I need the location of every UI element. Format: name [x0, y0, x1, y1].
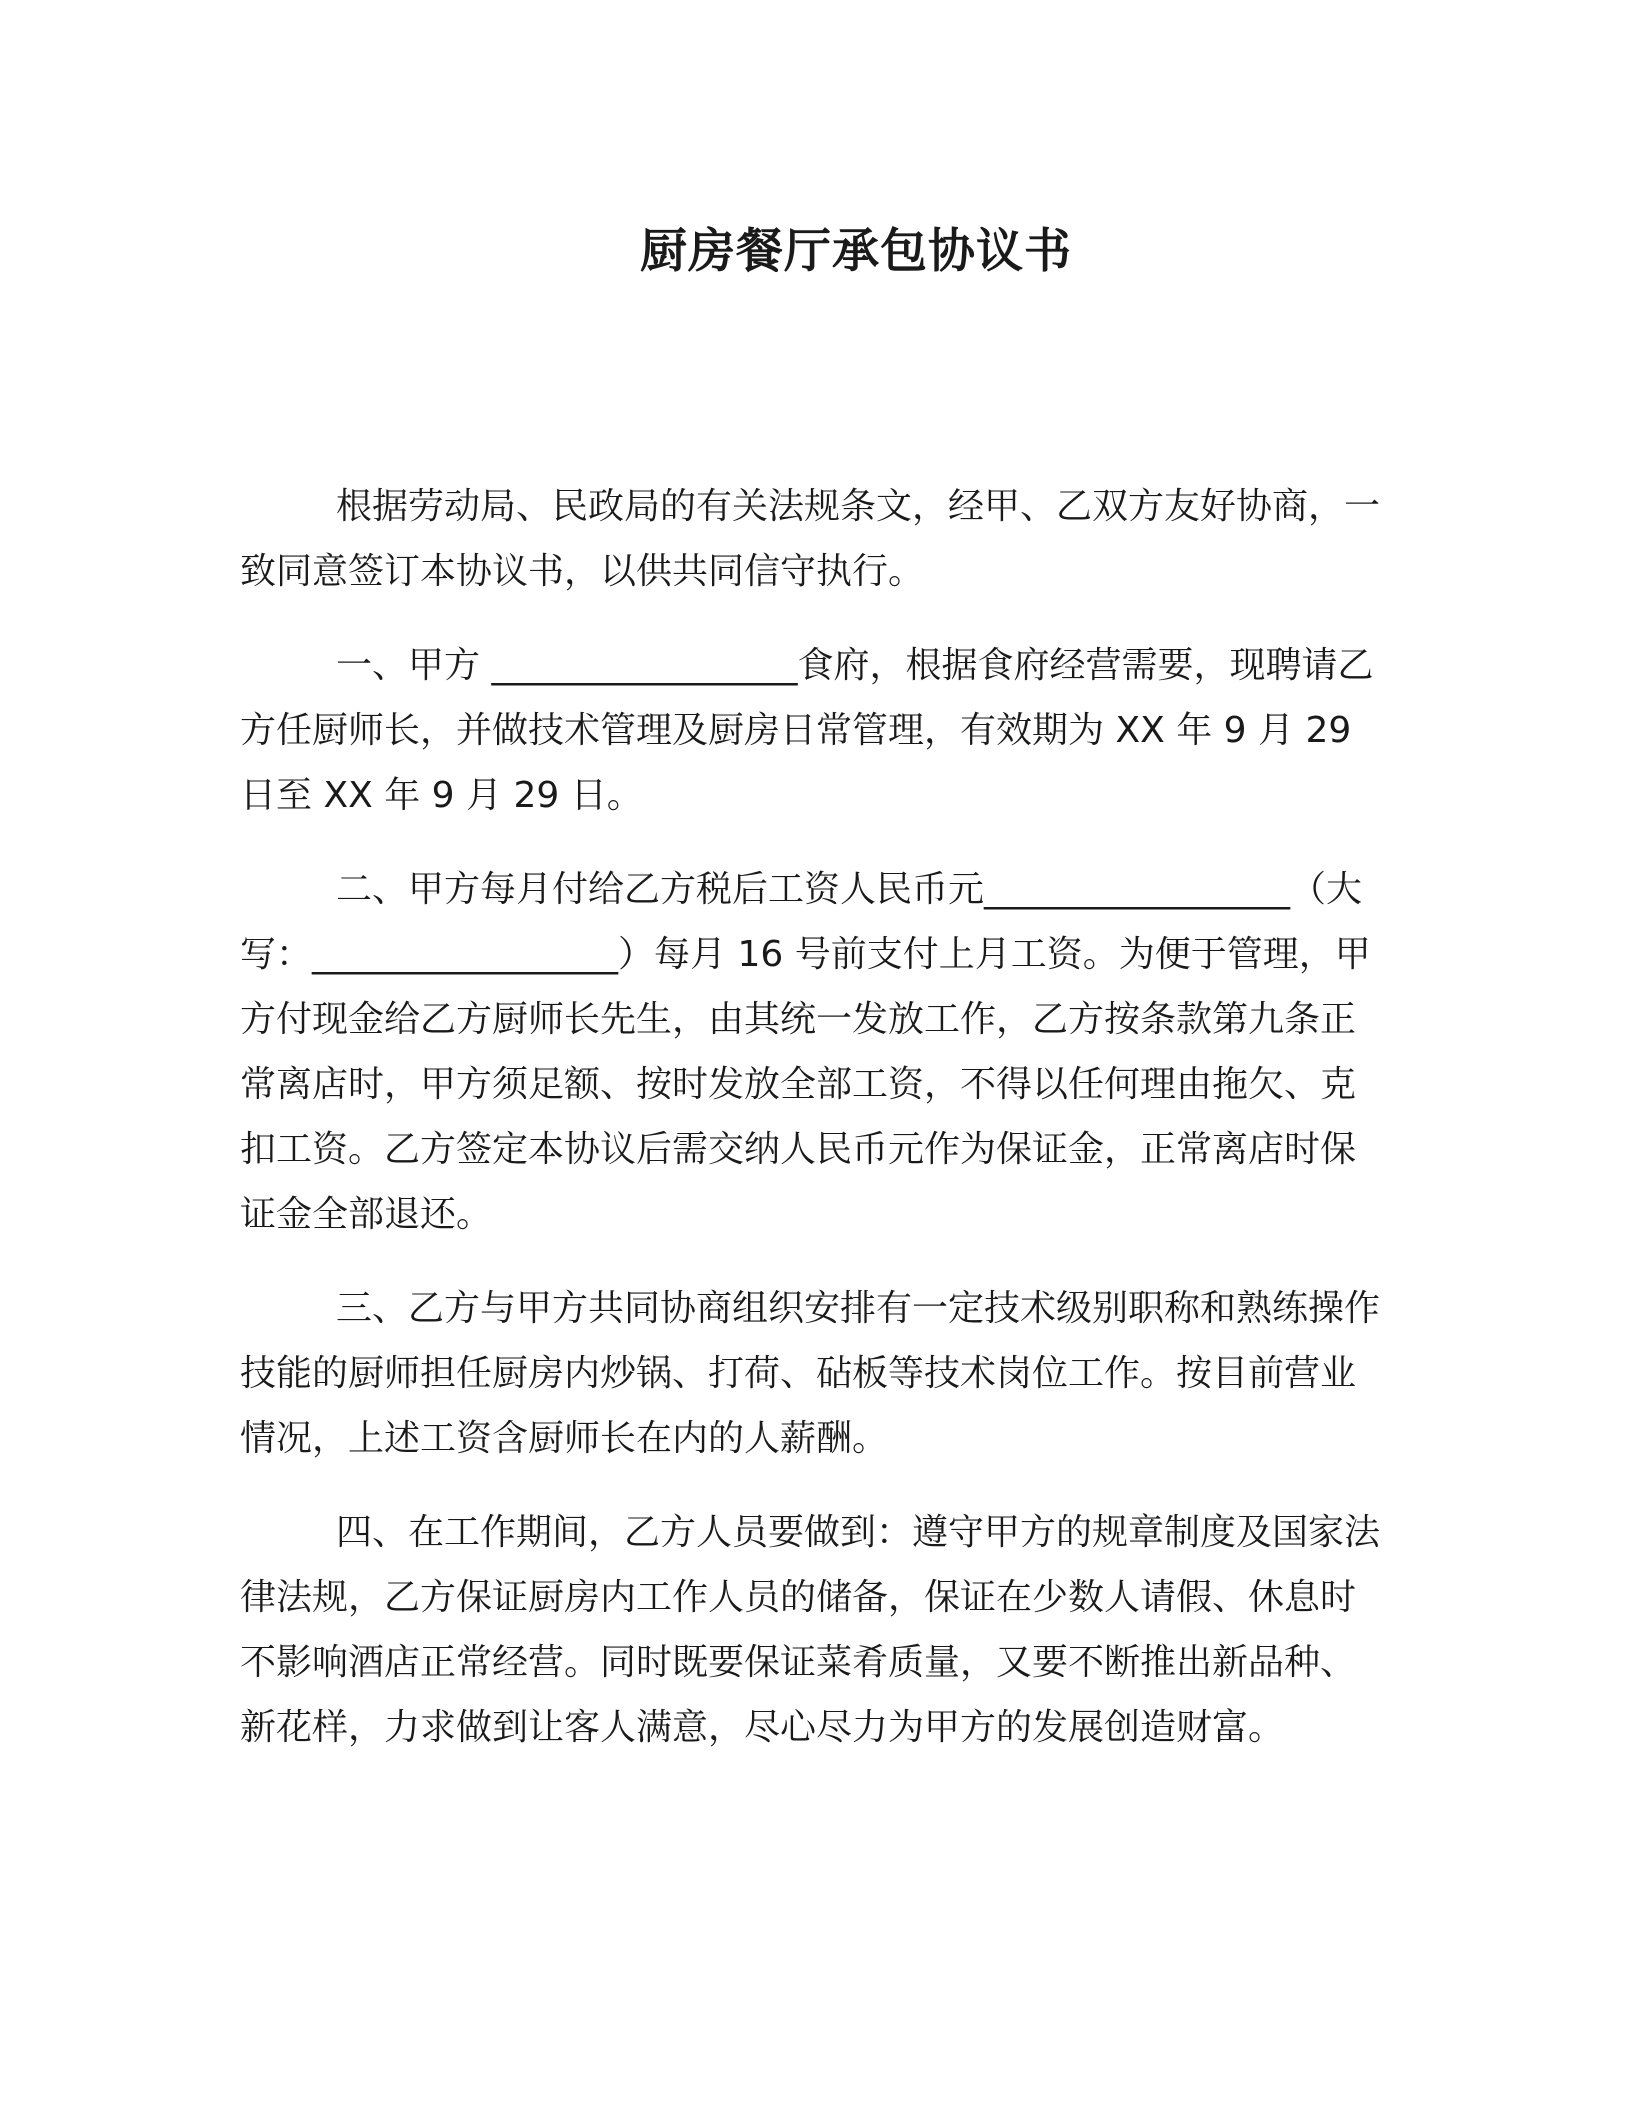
paragraph-clause-2: 二、甲方每月付给乙方税后工资人民币元_________________（大写：_________________）每月 16 号前支付上月工资。为便于管理，甲方付现金给乙方厨师长先生，由其统一发放工作，乙方按条款第九条正常离店时，甲方须足额、按时发放全部工资，不得以任何理由拖欠、克扣工资。乙方签定本协议后需交纳人民币元作为保证金，正常离店时保证金全部退还。	[240, 869, 1371, 1235]
paragraph-clause-3: 三、乙方与甲方共同协商组织安排有一定技术级别职称和熟练操作技能的厨师担任厨房内炒锅、打荷、砧板等技术岗位工作。按目前营业情况，上述工资含厨师长在内的人薪酬。	[240, 1288, 1381, 1459]
document-title: 厨房餐厅承包协议书	[640, 224, 1072, 279]
paragraph-clause-1: 一、甲方 _________________食府，根据食府经营需要，现聘请乙方任厨师长，并做技术管理及厨房日常管理，有效期为 XX 年 9 月 29 日至 XX 年 9 月 29 日。	[240, 645, 1374, 816]
document-body	[240, 474, 1390, 1760]
paragraph-clause-4: 四、在工作期间，乙方人员要做到：遵守甲方的规章制度及国家法律法规，乙方保证厨房内工作人员的储备，保证在少数人请假、休息时不影响酒店正常经营。同时既要保证菜肴质量，又要不断推出新品种、新花样，力求做到让客人满意，尽心尽力为甲方的发展创造财富。	[240, 1512, 1381, 1748]
paragraph-preamble: 根据劳动局、民政局的有关法规条文，经甲、乙双方友好协商，一致同意签订本协议书，以供共同信守执行。	[240, 486, 1381, 592]
